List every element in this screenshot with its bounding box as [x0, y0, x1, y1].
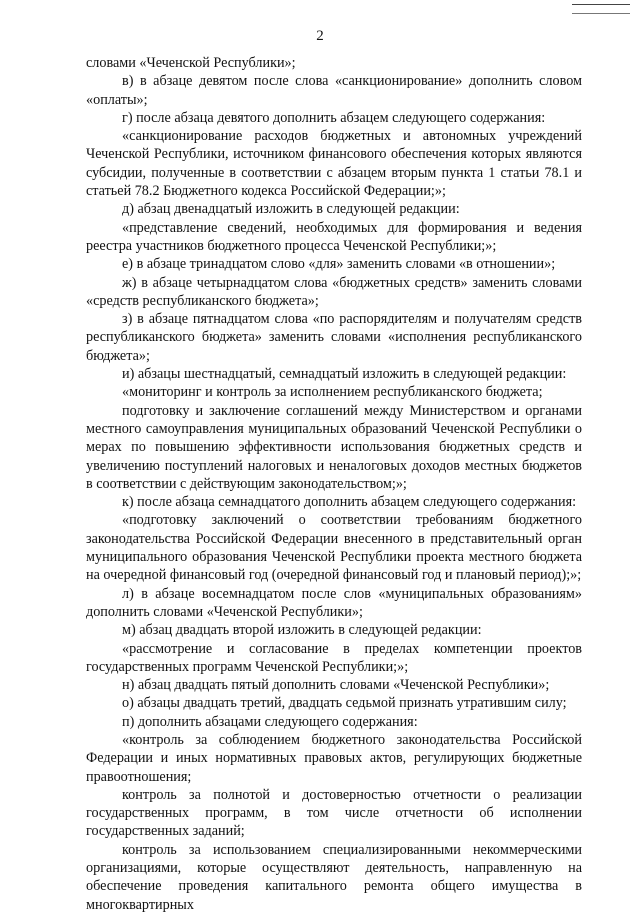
paragraph: «санкционирование расходов бюджетных и автономных учреждений Чеченской Республики, источником финансового обеспечения которых являются субсидии, полученные в соответствии с абзацем вторым пункта 1 статьи 78.1 и статьей 78.2 Бюджетного кодекса Российской Федерации;»; — [86, 128, 582, 200]
page-number: 2 — [316, 28, 324, 44]
paragraph: словами «Чеченской Республики»; — [86, 55, 296, 71]
document-body — [86, 54, 582, 914]
paragraph: ж) в абзаце четырнадцатом слова «бюджетных средств» заменить словами «средств республиканского бюджета»; — [86, 274, 582, 309]
paragraph: подготовку и заключение соглашений между Министерством и органами местного самоуправления муниципальных образований Чеченской Республики о мерах по повышению эффективности использования бюджетных средств и увеличению поступлений налоговых и неналоговых доходов местных бюджетов в соответствии с действующим законодательством;»; — [86, 402, 582, 492]
paragraph: е) в абзаце тринадцатом слово «для» заменить словами «в отношении»; — [122, 256, 556, 273]
paragraph: контроль за использованием специализированными некоммерческими организациями, которые осуществляют деятельность, направленную на обеспечение проведения капитального ремонта общего имущества в многоквартирных — [86, 841, 582, 913]
paragraph: «представление сведений, необходимых для формирования и ведения реестра участников бюджетного процесса Чеченской Республики;»; — [86, 219, 582, 254]
paragraph: о) абзацы двадцать третий, двадцать седьмой признать утратившим силу; — [122, 695, 567, 712]
paragraph: л) в абзаце восемнадцатом после слов «муниципальных образованиям» дополнить словами «Чеченской Республики»; — [86, 585, 582, 620]
paragraph: и) абзацы шестнадцатый, семнадцатый изложить в следующей редакции: — [122, 366, 567, 383]
paragraph: в) в абзаце девятом после слова «санкционирование» дополнить словом «оплаты»; — [86, 73, 582, 108]
paragraph: п) дополнить абзацами следующего содержания: — [122, 713, 418, 730]
paragraph: «рассмотрение и согласование в пределах компетенции проектов государственных программ Чеченской Республики;»; — [86, 640, 582, 675]
paragraph: н) абзац двадцать пятый дополнить словами «Чеченской Республики»; — [122, 677, 550, 694]
paragraph: контроль за полнотой и достоверностью отчетности о реализации государственных программ, в том числе отчетности об исполнении государственных заданий; — [86, 786, 582, 840]
paragraph: м) абзац двадцать второй изложить в следующей редакции: — [122, 622, 482, 639]
paragraph: д) абзац двенадцатый изложить в следующей редакции: — [122, 201, 460, 218]
paragraph: з) в абзаце пятнадцатом слова «по распорядителям и получателям средств республиканского бюджета» заменить словами «исполнения республиканского бюджета»; — [86, 311, 582, 364]
paragraph: г) после абзаца девятого дополнить абзацем следующего содержания: — [122, 109, 546, 126]
paragraph: к) после абзаца семнадцатого дополнить абзацем следующего содержания: — [122, 494, 577, 511]
corner-mark — [572, 4, 630, 14]
paragraph: «подготовку заключений о соответствии требованиям бюджетного законодательства Российской Федерации внесенного в представительный орган муниципального образования Чеченской Республики проекта местного бюджета на очередной финансовый год (очередной финансовый год и плановый период);»; — [86, 512, 582, 584]
paragraph: «контроль за соблюдением бюджетного законодательства Российской Федерации и иных нормативных правовых актов, регулирующих бюджетные правоотношения; — [86, 731, 582, 785]
paragraph: «мониторинг и контроль за исполнением республиканского бюджета; — [122, 384, 543, 401]
